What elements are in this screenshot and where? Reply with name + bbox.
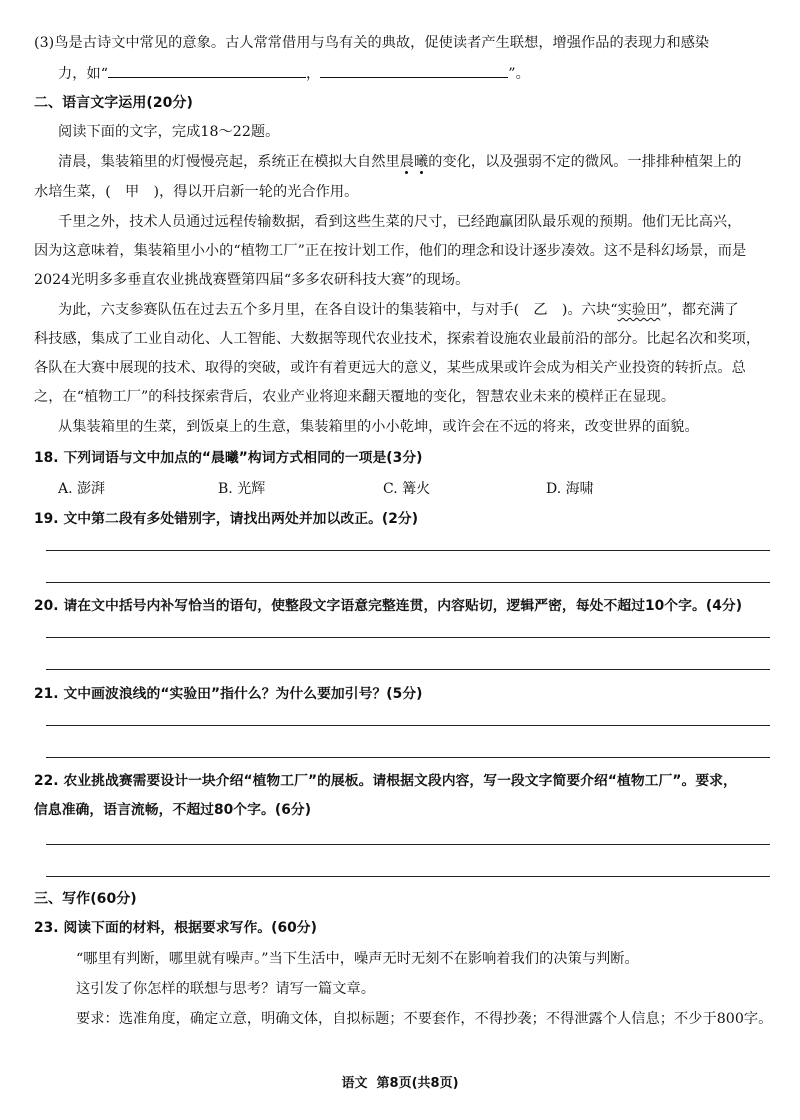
q17-3-line2-start: 力，如“ xyxy=(58,66,109,82)
q20-answer-line-2[interactable] xyxy=(46,669,770,670)
q17-3-line2 xyxy=(58,63,772,84)
q23-stem: 23. 阅读下面的材料，根据要求写作。(60分) xyxy=(34,920,318,936)
passage-p1-line1 xyxy=(58,152,772,172)
q17-3-line2-end: ”。 xyxy=(508,66,530,82)
answer-blank-1[interactable] xyxy=(108,63,306,78)
passage-p2-line2: 因为这意味着，集装箱里小小的“植物工厂”正在按计划工作，他们的理念和设计逐步凑效。这不是科幻场景，而是 xyxy=(34,243,747,259)
passage-p3-line4: 之，在“植物工厂”的科技探索背后，农业产业将迎来翻天覆地的变化，智慧农业未来的模样正在显现。 xyxy=(34,389,676,405)
q21-answer-line-1[interactable] xyxy=(46,725,770,726)
page-footer xyxy=(0,1072,800,1091)
q18-options xyxy=(58,479,758,499)
section-3-heading: 三、写作(60分) xyxy=(34,891,137,907)
q20-stem: 20. 请在文中括号内补写恰当的语句，使整段文字语意完整连贯，内容贴切，逻辑严密，每处不超过10个字。(4分) xyxy=(34,598,743,614)
passage-text: 清晨，集装箱里的灯慢慢亮起，系统正在模拟大自然里 xyxy=(58,154,400,170)
q22-answer-line-2[interactable] xyxy=(46,876,770,877)
passage-text: ”，都充满了 xyxy=(660,302,739,318)
passage-p2-line1: 千里之外，技术人员通过远程传输数据，看到这些生菜的尺寸，已经跑赢团队最乐观的预期。他们无比高兴， xyxy=(58,214,742,230)
q23-requirements: 要求：选准角度，确定立意，明确文体，自拟标题；不要套作，不得抄袭；不得泄露个人信息；不少于800字。 xyxy=(76,1011,773,1027)
q23-material: “哪里有判断，哪里就有噪声。”当下生活中，噪声无时无刻不在影响着我们的决策与判断。 xyxy=(76,951,639,967)
q18-option-d[interactable]: D. 海啸 xyxy=(546,481,594,497)
passage-p3-line2: 科技感，集成了工业自动化、人工智能、大数据等现代农业技术，探索着设施农业最前沿的部分。比起名次和奖项， xyxy=(34,331,761,347)
q22-stem-line2: 信息准确，语言流畅，不超过80个字。(6分) xyxy=(34,802,312,818)
q17-3-line1: (3)鸟是古诗文中常见的意象。古人常常借用与鸟有关的典故，促使读者产生联想，增强作品的表现力和感染 xyxy=(34,35,710,51)
reading-instruction: 阅读下面的文字，完成18～22题。 xyxy=(58,124,280,140)
q18-option-b[interactable]: B. 光辉 xyxy=(218,481,266,497)
q21-answer-line-2[interactable] xyxy=(46,757,770,758)
q19-answer-line-2[interactable] xyxy=(46,582,770,583)
q19-answer-line-1[interactable] xyxy=(46,550,770,551)
footer-subject: 语文 xyxy=(341,1076,368,1091)
passage-p4-line1: 从集装箱里的生菜，到饭桌上的生意，集装箱里的小小乾坤，或许会在不远的将来，改变世界的面貌。 xyxy=(58,419,699,435)
passage-text: 为此，六支参赛队伍在过去五个多月里，在各自设计的集装箱中，与对手( 乙 )。六块“ xyxy=(58,302,618,318)
q20-answer-line-1[interactable] xyxy=(46,637,770,638)
q21-stem: 21. 文中画波浪线的“实验田”指什么？为什么要加引号？(5分) xyxy=(34,686,423,702)
q22-stem-line1: 22. 农业挑战赛需要设计一块介绍“植物工厂”的展板。请根据文段内容，写一段文字简要介绍“植物工厂”。要求， xyxy=(34,773,737,789)
q18-option-c[interactable]: C. 篝火 xyxy=(383,481,431,497)
passage-p3-line1 xyxy=(58,300,772,320)
dotted-char-xi: 曦 xyxy=(413,154,429,170)
section-2-heading: 二、语言文字运用(20分) xyxy=(34,95,193,111)
q22-answer-line-1[interactable] xyxy=(46,844,770,845)
dotted-char-chen: 晨 xyxy=(399,154,414,170)
passage-p2-line3: 2024光明多多垂直农业挑战赛暨第四届“多多农研科技大赛”的现场。 xyxy=(34,272,470,288)
footer-page-number: 第8页(共8页) xyxy=(376,1076,459,1091)
wavy-underlined-term: 实验田 xyxy=(617,302,661,318)
passage-text: 的变化，以及强弱不定的微风。一排排种植架上的 xyxy=(428,154,742,170)
q18-stem: 18. 下列词语与文中加点的“晨曦”构词方式相同的一项是(3分) xyxy=(34,450,423,466)
q19-stem: 19. 文中第二段有多处错别字，请找出两处并加以改正。(2分) xyxy=(34,511,419,527)
passage-p3-line3: 各队在大赛中展现的技术、取得的突破，或许有着更远大的意义，某些成果或许会成为相关产业投资的转折点。总 xyxy=(34,360,746,376)
passage-p1-line2: 水培生菜，( 甲 )，得以开启新一轮的光合作用。 xyxy=(34,184,359,200)
q18-option-a[interactable]: A. 澎湃 xyxy=(58,481,106,497)
answer-blank-2[interactable] xyxy=(320,63,508,78)
q17-3-line2-sep: ， xyxy=(306,66,321,82)
q23-prompt: 这引发了你怎样的联想与思考？请写一篇文章。 xyxy=(76,981,375,997)
